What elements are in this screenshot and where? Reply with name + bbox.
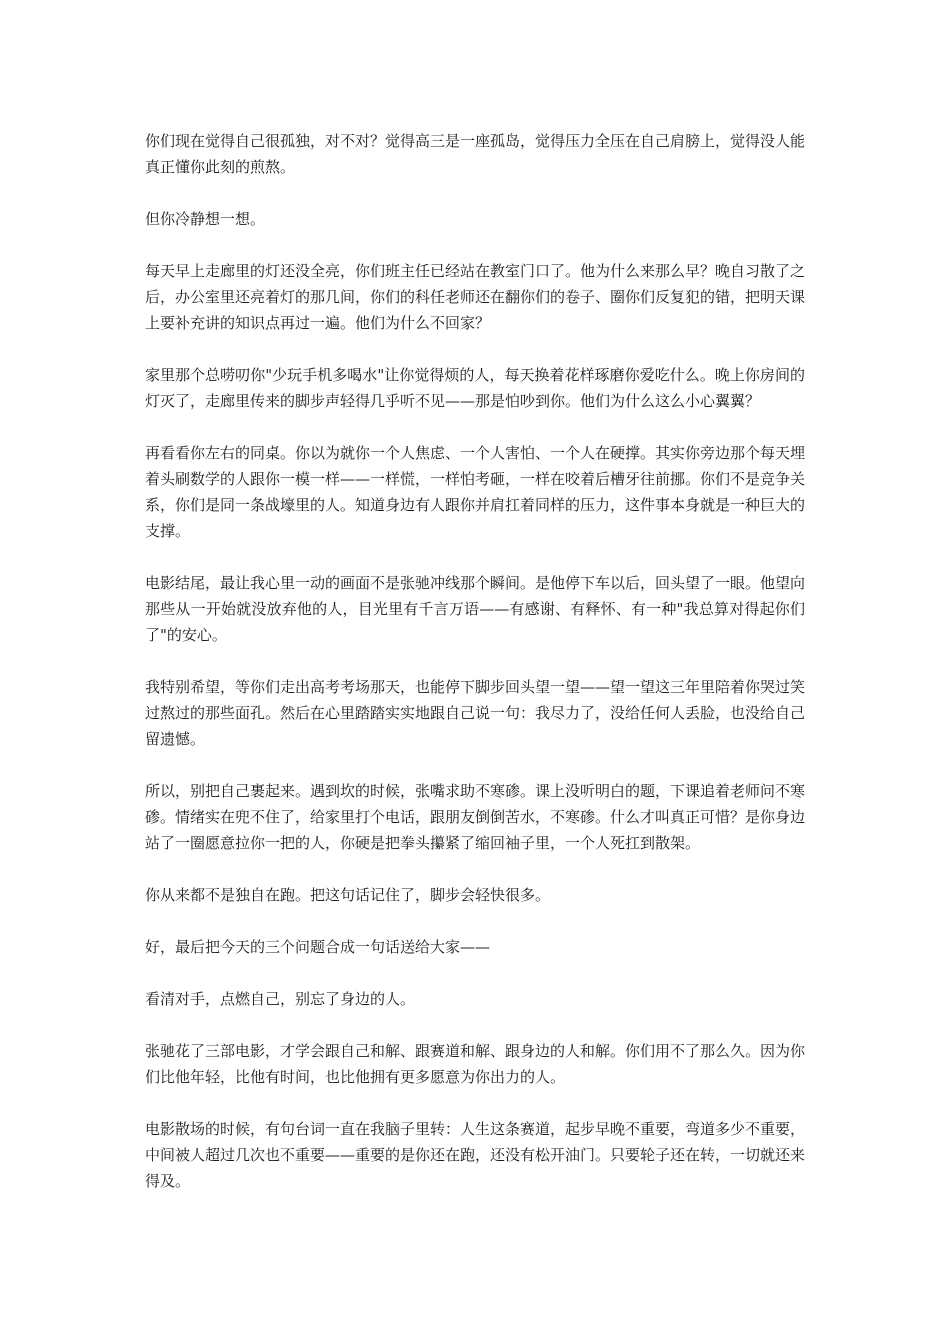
paragraph: 电影散场的时候，有句台词一直在我脑子里转：人生这条赛道，起步早晚不重要，弯道多少不重要，中间被人超过几次也不重要——重要的是你还在跑，还没有松开油门。只要轮子还在转，一切就还来得及。 [145, 1120, 806, 1190]
paragraph: 张驰花了三部电影，才学会跟自己和解、跟赛道和解、跟身边的人和解。你们用不了那么久。因为你们比他年轻，比他有时间，也比他拥有更多愿意为你出力的人。 [145, 1042, 806, 1086]
paragraph: 再看看你左右的同桌。你以为就你一个人焦虑、一个人害怕、一个人在硬撑。其实你旁边那个每天埋着头刷数学的人跟你一模一样——一样慌，一样怕考砸，一样在咬着后槽牙往前挪。你们不是竞争关系，你们是同一条战壕里的人。知道身边有人跟你并肩扛着同样的压力，这件事本身就是一种巨大的支撑。 [145, 444, 806, 540]
document-body [145, 128, 805, 1220]
paragraph: 好，最后把今天的三个问题合成一句话送给大家—— [145, 938, 491, 956]
paragraph: 我特别希望，等你们走出高考考场那天，也能停下脚步回头望一望——望一望这三年里陪着你哭过笑过熬过的那些面孔。然后在心里踏踏实实地跟自己说一句：我尽力了，没给任何人丢脸，也没给自己留遗憾。 [145, 678, 806, 748]
paragraph: 你们现在觉得自己很孤独，对不对？觉得高三是一座孤岛，觉得压力全压在自己肩膀上，觉得没人能真正懂你此刻的煎熬。 [145, 132, 806, 176]
paragraph: 每天早上走廊里的灯还没全亮，你们班主任已经站在教室门口了。他为什么来那么早？晚自习散了之后，办公室里还亮着灯的那几间，你们的科任老师还在翻你们的卷子、圈你们反复犯的错，把明天课上要补充讲的知识点再过一遍。他们为什么不回家？ [145, 262, 806, 332]
paragraph: 看清对手，点燃自己，别忘了身边的人。 [145, 990, 416, 1008]
paragraph: 电影结尾，最让我心里一动的画面不是张驰冲线那个瞬间。是他停下车以后，回头望了一眼。他望向那些从一开始就没放弃他的人，目光里有千言万语——有感谢、有释怀、有一种"我总算对得起你们了"的安心。 [145, 574, 806, 644]
paragraph: 家里那个总唠叨你"少玩手机多喝水"让你觉得烦的人，每天换着花样琢磨你爱吃什么。晚上你房间的灯灭了，走廊里传来的脚步声轻得几乎听不见——那是怕吵到你。他们为什么这么小心翼翼？ [145, 366, 805, 410]
paragraph: 你从来都不是独自在跑。把这句话记住了，脚步会轻快很多。 [145, 886, 551, 904]
paragraph: 所以，别把自己裹起来。遇到坎的时候，张嘴求助不寒碜。课上没听明白的题，下课追着老师问不寒碜。情绪实在兜不住了，给家里打个电话，跟朋友倒倒苦水，不寒碜。什么才叫真正可惜？是你身边站了一圈愿意拉你一把的人，你硬是把拳头攥紧了缩回袖子里，一个人死扛到散架。 [145, 782, 806, 852]
paragraph: 但你冷静想一想。 [145, 210, 266, 228]
